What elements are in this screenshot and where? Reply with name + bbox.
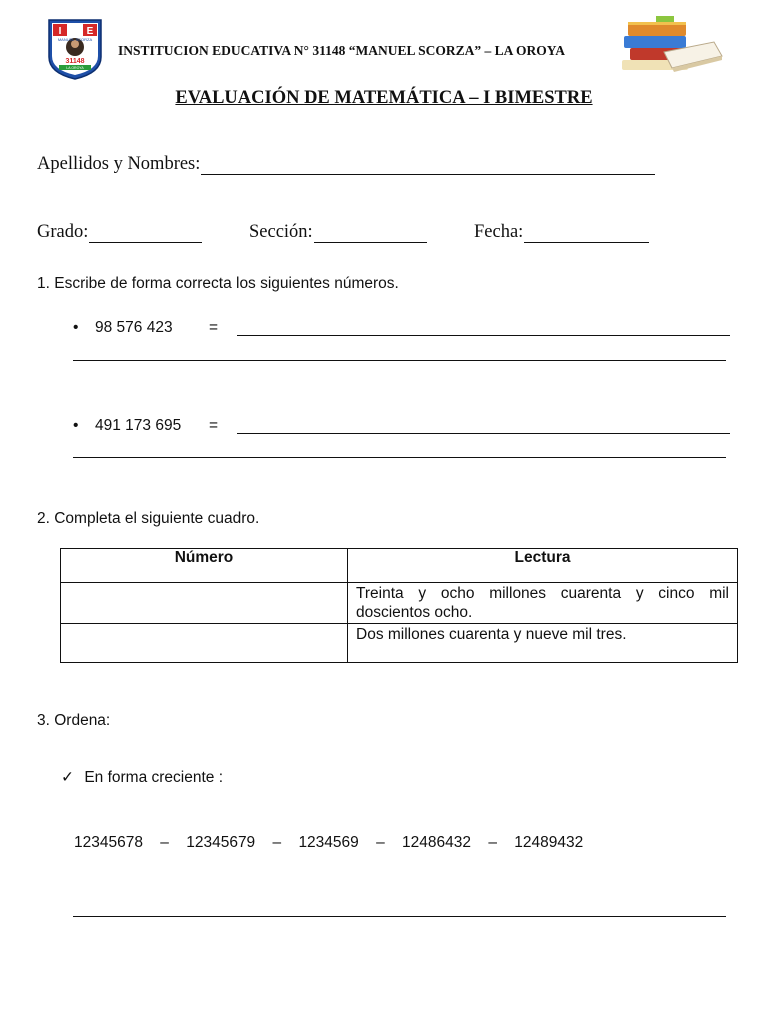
section-field-row <box>249 222 427 243</box>
number-sequence <box>74 834 583 852</box>
names-field-row <box>37 154 655 175</box>
table-cell-numero[interactable] <box>61 583 348 624</box>
date-label: Fecha: <box>474 222 524 242</box>
table-row <box>61 583 738 624</box>
table-header-row <box>61 549 738 583</box>
grade-label: Grado: <box>37 222 89 242</box>
sequence-number: 12486432 <box>402 834 471 851</box>
q1-item-2-equals: = <box>209 417 219 434</box>
q3-sub-prompt: En forma creciente : <box>84 769 224 786</box>
q1-item-1-answer-line-2[interactable] <box>73 360 726 361</box>
q1-item-1-answer-line[interactable] <box>237 335 730 336</box>
table-header-lectura: Lectura <box>348 549 738 583</box>
q1-item-1 <box>73 319 219 337</box>
sequence-number: 12345679 <box>186 834 256 851</box>
sequence-separator: – <box>160 834 169 851</box>
logo-letter-e: E <box>86 26 94 37</box>
sequence-separator: – <box>376 834 385 851</box>
books-illustration-icon <box>614 12 724 74</box>
grade-field-row <box>37 222 202 243</box>
logo-letter-i: I <box>58 26 62 37</box>
q1-item-1-equals: = <box>209 319 219 336</box>
q1-item-2-answer-line-2[interactable] <box>73 457 726 458</box>
sequence-separator: – <box>488 834 497 851</box>
bullet: • <box>73 417 79 434</box>
exam-title: EVALUACIÓN DE MATEMÁTICA – I BIMESTRE <box>175 88 593 108</box>
sequence-separator: – <box>272 834 282 851</box>
question-1-prompt: 1. Escribe de forma correcta los siguientes números. <box>37 275 399 292</box>
q1-item-2-number: 491 173 695 <box>95 417 182 434</box>
section-input-line[interactable] <box>314 224 427 243</box>
table-cell-numero[interactable] <box>61 624 348 663</box>
date-field-row <box>474 222 649 243</box>
q1-item-1-number: 98 576 423 <box>95 319 173 336</box>
numbers-table <box>60 548 738 663</box>
checkmark-icon: ✓ <box>61 769 74 786</box>
names-input-line[interactable] <box>201 156 655 175</box>
q1-item-2 <box>73 417 219 435</box>
sequence-number: 1234569 <box>298 834 359 851</box>
q3-sub-prompt-row <box>61 768 223 787</box>
q1-item-2-answer-line[interactable] <box>237 433 730 434</box>
table-cell-lectura: Treinta y ocho millones cuarenta y cinco mil doscientos ocho. <box>348 583 738 624</box>
section-label: Sección: <box>249 222 313 242</box>
sequence-number: 12489432 <box>514 834 584 851</box>
school-name: INSTITUCION EDUCATIVA N° 31148 “MANUEL SCORZA” – LA OROYA <box>118 43 565 58</box>
logo-arc-text: MANUEL SCORZA <box>57 37 93 42</box>
table-row <box>61 624 738 663</box>
date-input-line[interactable] <box>524 224 649 243</box>
table-header-numero: Número <box>61 549 348 583</box>
logo-bottom-text: LA OROYA <box>66 66 84 70</box>
question-3-prompt: 3. Ordena: <box>37 712 111 729</box>
names-label: Apellidos y Nombres: <box>37 154 201 174</box>
logo-number: 31148 <box>65 58 85 65</box>
school-logo <box>46 17 104 81</box>
table-cell-lectura: Dos millones cuarenta y nueve mil tres. <box>348 624 738 663</box>
sequence-number: 12345678 <box>74 834 143 851</box>
grade-input-line[interactable] <box>89 224 202 243</box>
q3-answer-line[interactable] <box>73 916 726 917</box>
bullet: • <box>73 319 79 336</box>
question-2-prompt: 2. Completa el siguiente cuadro. <box>37 510 260 527</box>
